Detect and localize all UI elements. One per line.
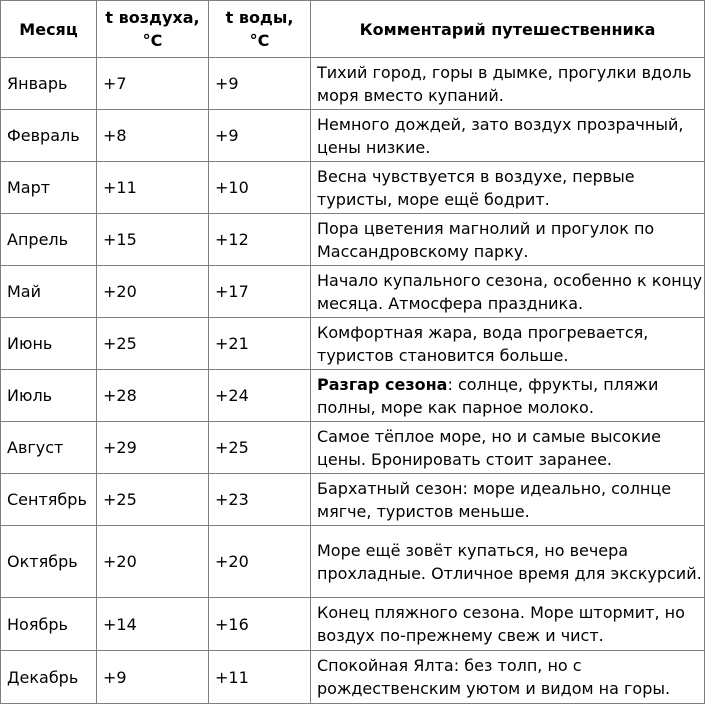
water-temp-cell: +16: [209, 598, 311, 651]
water-temp-cell: +23: [209, 474, 311, 526]
comment-text: Пора цветения магнолий и прогулок по Массандровскому парку.: [317, 218, 655, 261]
air-temp-cell: +28: [97, 370, 209, 422]
month-cell: Ноябрь: [1, 598, 97, 651]
comment-text: Весна чувствуется в воздухе, первые туристы, море ещё бодрит.: [317, 166, 635, 209]
table-row: [1, 214, 705, 266]
month-cell: Июнь: [1, 318, 97, 370]
comment-text: Конец пляжного сезона. Море штормит, но воздух по-прежнему свеж и чист.: [317, 603, 685, 645]
table-row: [1, 110, 705, 162]
comment-text: : солнце, фрукты, пляжи полны, море как парное молоко.: [317, 374, 659, 417]
month-cell: Февраль: [1, 110, 97, 162]
comment-cell: [311, 266, 705, 318]
comment-cell: [311, 370, 705, 422]
comment-text: Спокойная Ялта: без толп, но с рождественским уютом и видом на горы.: [317, 656, 671, 698]
water-temp-cell: +10: [209, 162, 311, 214]
month-cell: Декабрь: [1, 651, 97, 704]
comment-text: Комфортная жара, вода прогревается, туристов становится больше.: [317, 322, 649, 365]
comment-cell: [311, 651, 705, 704]
table-row: [1, 318, 705, 370]
water-temp-cell: +21: [209, 318, 311, 370]
air-temp-cell: +15: [97, 214, 209, 266]
table-row: [1, 370, 705, 422]
comment-cell: [311, 110, 705, 162]
table-row: [1, 474, 705, 526]
comment-cell: [311, 474, 705, 526]
water-temp-cell: +11: [209, 651, 311, 704]
table-row: [1, 162, 705, 214]
header-comment: Комментарий путешественника: [311, 1, 705, 58]
table-row: [1, 58, 705, 110]
month-cell: Июль: [1, 370, 97, 422]
comment-cell: [311, 58, 705, 110]
month-cell: Март: [1, 162, 97, 214]
comment-cell: [311, 214, 705, 266]
month-cell: Май: [1, 266, 97, 318]
water-temp-cell: +12: [209, 214, 311, 266]
header-row: [1, 1, 705, 58]
table-row: [1, 422, 705, 474]
table-row: [1, 598, 705, 651]
comment-text: Начало купального сезона, особенно к концу месяца. Атмосфера праздника.: [317, 270, 703, 313]
header-air-temp: t воздуха, °C: [97, 1, 209, 58]
comment-text: Самое тёплое море, но и самые высокие цены. Бронировать стоит заранее.: [317, 426, 661, 469]
comment-cell: [311, 318, 705, 370]
month-cell: Октябрь: [1, 526, 97, 598]
air-temp-cell: +25: [97, 318, 209, 370]
month-cell: Сентябрь: [1, 474, 97, 526]
water-temp-cell: +9: [209, 110, 311, 162]
air-temp-cell: +25: [97, 474, 209, 526]
water-temp-cell: +20: [209, 526, 311, 598]
table-row: [1, 526, 705, 598]
air-temp-cell: +14: [97, 598, 209, 651]
comment-text: Бархатный сезон: море идеально, солнце мягче, туристов меньше.: [317, 478, 672, 521]
comment-cell: [311, 526, 705, 598]
comment-cell: [311, 422, 705, 474]
water-temp-cell: +25: [209, 422, 311, 474]
comment-text: Немного дождей, зато воздух прозрачный, цены низкие.: [317, 114, 684, 157]
comment-cell: [311, 162, 705, 214]
air-temp-cell: +20: [97, 526, 209, 598]
month-cell: Апрель: [1, 214, 97, 266]
header-month: Месяц: [1, 1, 97, 58]
header-water-temp: t воды, °C: [209, 1, 311, 58]
air-temp-cell: +11: [97, 162, 209, 214]
comment-text: Тихий город, горы в дымке, прогулки вдоль моря вместо купаний.: [317, 62, 692, 105]
air-temp-cell: +20: [97, 266, 209, 318]
comment-text: Море ещё зовёт купаться, но вечера прохладные. Отличное время для экскурсий.: [317, 540, 702, 583]
comment-cell: [311, 598, 705, 651]
table-row: [1, 266, 705, 318]
air-temp-cell: +29: [97, 422, 209, 474]
table-row: [1, 651, 705, 704]
air-temp-cell: +7: [97, 58, 209, 110]
month-cell: Август: [1, 422, 97, 474]
water-temp-cell: +17: [209, 266, 311, 318]
water-temp-cell: +24: [209, 370, 311, 422]
water-temp-cell: +9: [209, 58, 311, 110]
comment-bold: Разгар сезона: [317, 374, 448, 394]
month-cell: Январь: [1, 58, 97, 110]
air-temp-cell: +8: [97, 110, 209, 162]
air-temp-cell: +9: [97, 651, 209, 704]
